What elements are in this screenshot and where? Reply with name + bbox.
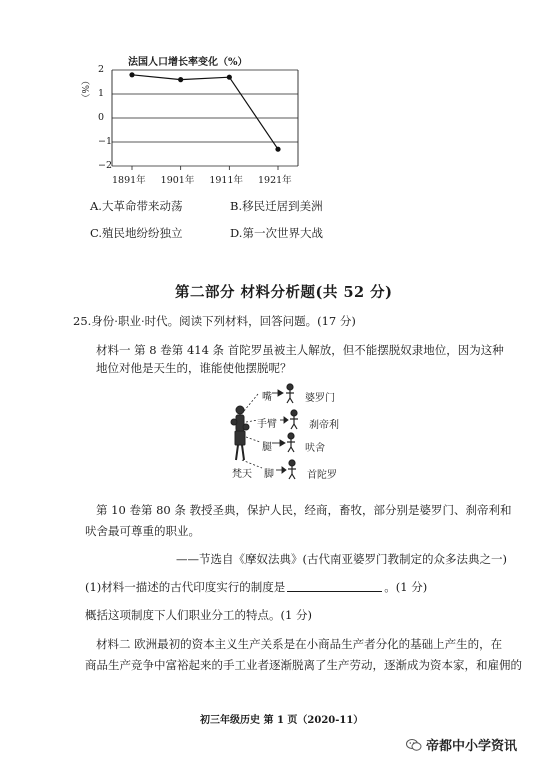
x-tick-label: 1911年 [209, 175, 244, 186]
data-point [275, 147, 280, 152]
q25-stem: 25.身份·职业·时代。阅读下列材料，回答问题。(17 分) [73, 314, 356, 328]
section-title: 第二部分 材料分析题(共 52 分) [175, 284, 393, 301]
x-tick-label: 1921年 [258, 175, 292, 186]
brahmin-figure-icon [286, 384, 294, 403]
option-c: C.殖民地纷纷独立 [90, 226, 183, 240]
chart-title: 法国人口增长率变化（%） [128, 57, 248, 68]
origin-brahma: 梵天 [232, 469, 252, 480]
vaishya-figure-icon [287, 433, 295, 452]
answer-blank[interactable] [287, 590, 382, 592]
material2-line1: 材料二 欧洲最初的资本主义生产关系是在小商品生产者分化的基础上产生的，在 [96, 637, 503, 651]
page-footer: 初三年级历史 第 1 页（2020-11） [200, 715, 364, 726]
caste-vaishya: 吠舍 [305, 443, 325, 454]
brahma-figure [231, 406, 249, 460]
y-tick-label: 2 [98, 64, 105, 75]
material1-line3: 第 10 卷第 80 条 教授圣典，保护人民，经商，畜牧，部分别是婆罗门、刹帝利和 [96, 503, 512, 517]
sub-question-2: 概括这项制度下人们职业分工的特点。(1 分) [85, 608, 312, 622]
y-tick-label: 1 [98, 88, 105, 99]
part-arm: 手臂 [257, 419, 277, 430]
material1-source: ——节选自《摩奴法典》(古代南亚婆罗门教制定的众多法典之一) [176, 552, 507, 566]
part-foot: 脚 [264, 469, 274, 480]
part-mouth: 嘴 [262, 392, 272, 403]
population-growth-chart [80, 60, 310, 185]
caste-kshatriya: 刹帝利 [309, 420, 339, 431]
material1-line4: 吠舍最可尊重的职业。 [85, 524, 200, 538]
sub-question-1-score: 。(1 分) [384, 580, 428, 594]
option-a: A.大革命带来动荡 [90, 199, 183, 213]
y-tick-label: 0 [98, 112, 105, 123]
material2-line2: 商品生产竞争中富裕起来的手工业者逐渐脱离了生产劳动，逐渐成为资本家，和雇佣的 [85, 658, 522, 672]
option-b: B.移民迁居到美洲 [230, 199, 323, 213]
y-tick-label: −2 [98, 160, 113, 171]
wechat-icon [406, 738, 422, 752]
watermark [406, 735, 517, 754]
data-point [227, 75, 232, 80]
material1-line2: 地位对他是天生的，谁能使他摆脱呢？ [96, 361, 292, 375]
material1-line1: 材料一 第 8 卷第 414 条 首陀罗虽被主人解放，但不能摆脱奴隶地位，因为这种 [96, 343, 504, 357]
x-tick-label: 1891年 [112, 175, 146, 186]
data-point [178, 77, 183, 82]
watermark-text: 帝都中小学资讯 [426, 739, 518, 754]
option-d: D.第一次世界大战 [230, 226, 323, 240]
y-tick-label: −1 [98, 136, 113, 147]
sub-question-1-text: (1)材料一描述的古代印度实行的制度是 [85, 580, 286, 594]
part-leg: 腿 [262, 442, 272, 453]
shudra-figure-icon [288, 460, 296, 479]
data-point [129, 72, 134, 77]
caste-shudra: 首陀罗 [307, 470, 337, 481]
sub-question-1 [85, 582, 427, 594]
x-tick-label: 1901年 [160, 175, 195, 186]
kshatriya-figure-icon [290, 410, 298, 429]
series-line [132, 75, 278, 149]
caste-brahmin: 婆罗门 [305, 393, 335, 404]
y-axis-label: （%） [79, 76, 89, 103]
